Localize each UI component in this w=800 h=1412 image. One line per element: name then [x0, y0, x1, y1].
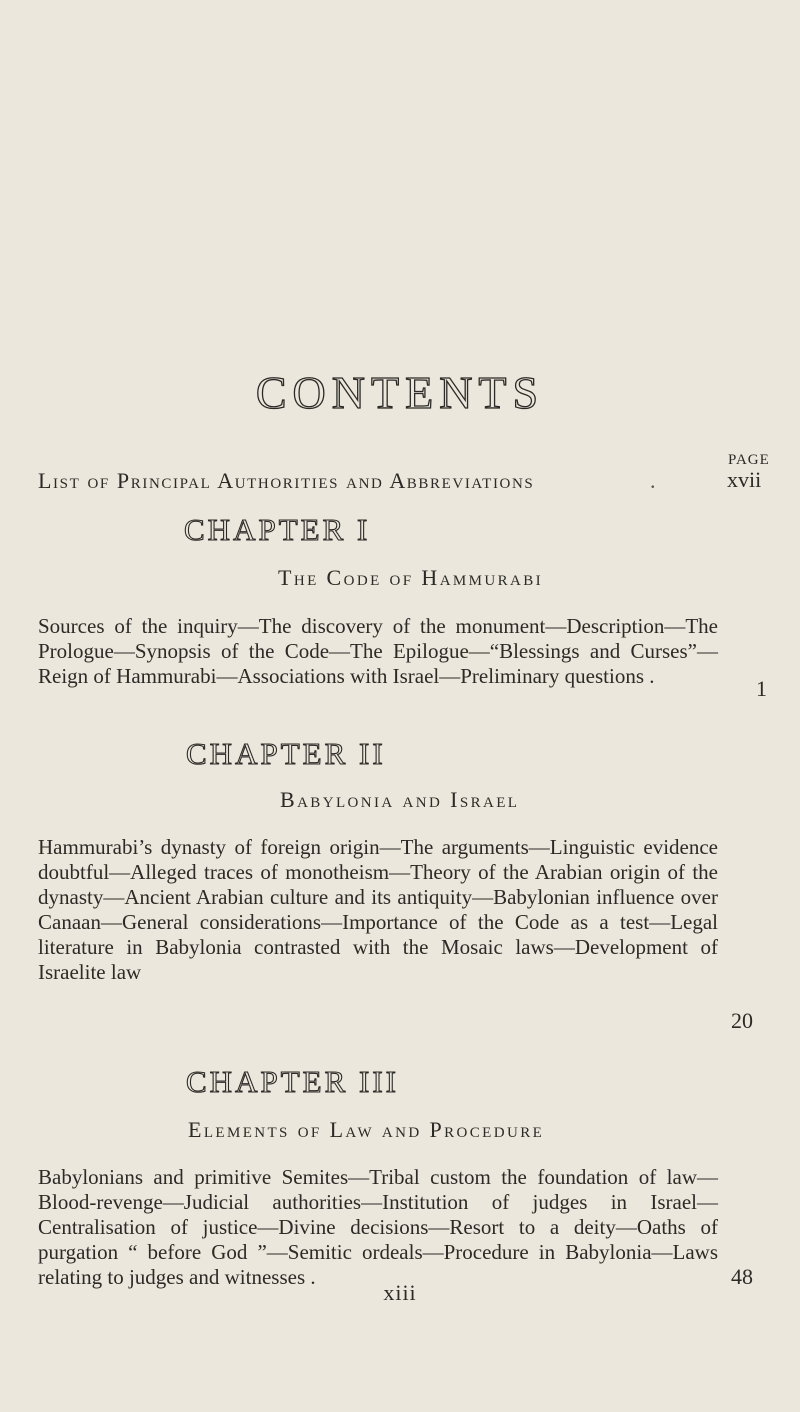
- page-title: CONTENTS: [255, 367, 545, 418]
- chapter-summary: Sources of the inquiry—The discovery of the monument—Description—The Prologue—Synopsis of the Code—The Epilogue—“Blessings and Curses”—Reign of Hammurabi—Associations with Israel—Preliminary questions .: [38, 614, 718, 688]
- chapter-summary: Babylonians and primitive Semites—Tribal custom the foundation of law—Blood-revenge—Judicial authorities—Institution of judges in Israel—Centralisation of justice—Divine decisions—Resort to a deity—Oaths of purgation “ before God ”—Semitic ordeals—Procedure in Babylonia—Laws relating to judges and witnesses .: [38, 1165, 718, 1289]
- chapter-page: 20: [731, 1008, 753, 1033]
- chapter-page: 48: [731, 1264, 753, 1289]
- toc-entry-page: xvii: [727, 467, 762, 492]
- toc-entry-text: List of Principal Authorities and Abbreviations: [38, 468, 535, 493]
- leader-dots: .: [650, 468, 678, 493]
- chapter-summary: Hammurabi’s dynasty of foreign origin—The arguments—Linguistic evidence doubtful—Alleged traces of monotheism—Theory of the Arabian origin of the dynasty—Ancient Arabian culture and its antiquity—Babylonian influence over Canaan—General considerations—Importance of the Code as a test—Legal literature in Babylonia contrasted with the Mosaic laws—Development of Israelite law: [38, 835, 718, 984]
- page-column-label: PAGE: [728, 452, 770, 468]
- chapter-heading: CHAPTER II: [186, 736, 386, 771]
- chapter-heading: CHAPTER I: [184, 512, 371, 547]
- toc-entry-authorities[interactable]: [38, 467, 758, 495]
- chapter-page: 1: [756, 676, 767, 701]
- page-folio: xiii: [383, 1280, 417, 1305]
- chapter-subtitle: Elements of Law and Procedure: [188, 1117, 545, 1142]
- chapter-subtitle: Babylonia and Israel: [280, 787, 520, 812]
- chapter-heading: CHAPTER III: [186, 1064, 399, 1099]
- chapter-subtitle: The Code of Hammurabi: [278, 565, 544, 590]
